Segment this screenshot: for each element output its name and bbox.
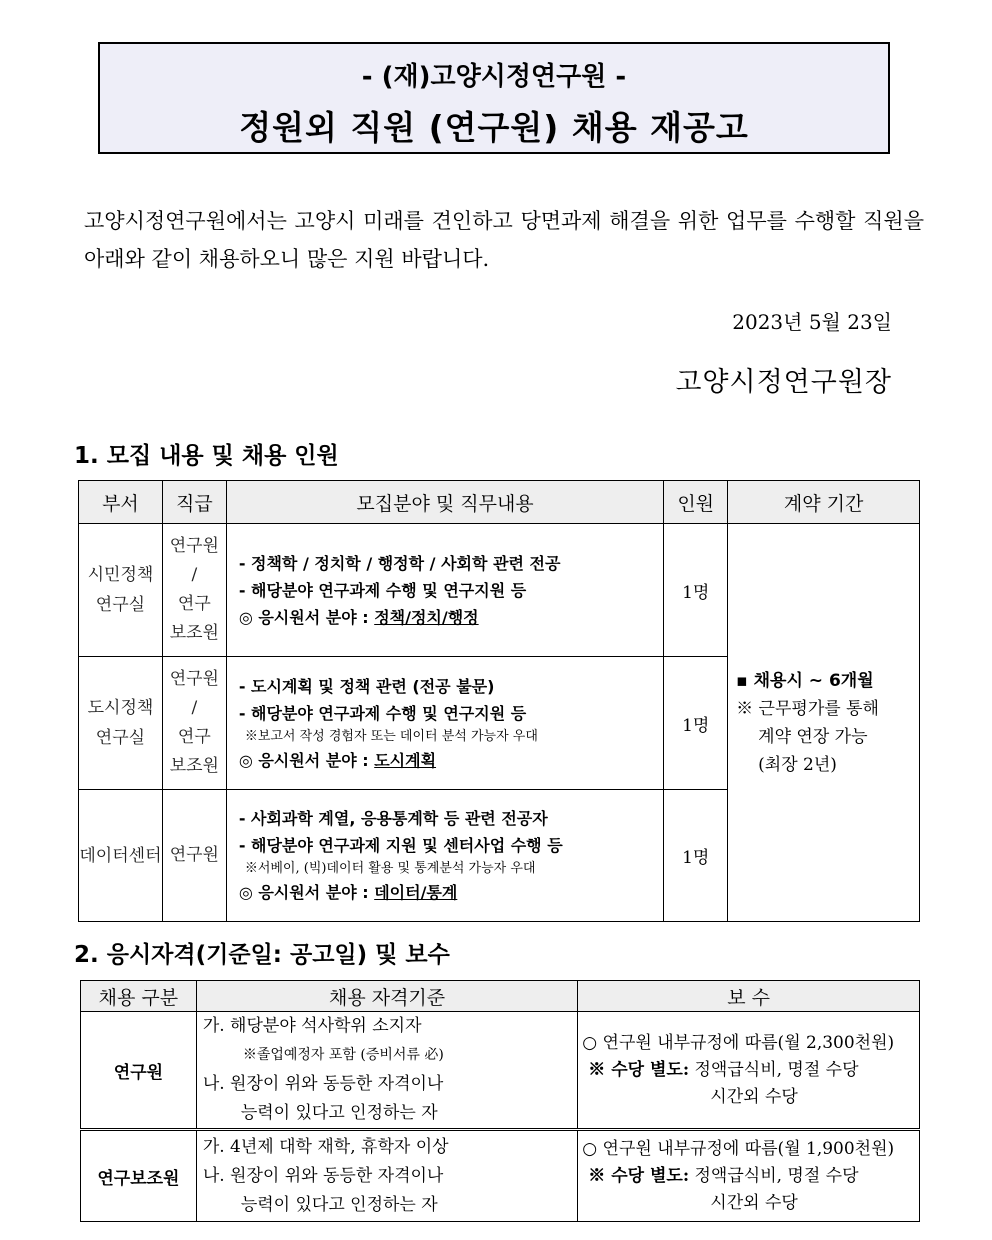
preference-note: ※보고서 작성 경험자 또는 데이터 분석 가능자 우대: [244, 728, 538, 744]
rank-cell: 연구원 / 연구 보조원: [162, 657, 226, 790]
rank-cell: 연구원: [162, 790, 226, 922]
count-cell: 1명: [664, 524, 728, 657]
header-rank: 직급: [162, 481, 226, 524]
page-title: 정원외 직원 (연구원) 채용 재공고: [239, 108, 749, 147]
dept-cell: 시민정책 연구실: [79, 524, 163, 657]
org-name: - (재)고양시정연구원 -: [361, 62, 627, 92]
signer: 고양시정연구원장: [675, 367, 892, 398]
duty-cell: - 사회과학 계열, 응용통계학 등 관련 전공자 - 해당분야 연구과제 지원 및 센터사업 수행 등 ※서베이, (빅)데이터 활용 및 통계분석 가능자 우대 ◎ 응시원서 분야 : 데이터/통계: [226, 790, 663, 922]
header-count: 인원: [664, 481, 728, 524]
type-cell: 연구보조원: [81, 1130, 197, 1222]
header-pay: 보 수: [578, 981, 920, 1012]
dept-cell: 데이터센터: [79, 790, 163, 922]
table-row: [81, 1012, 920, 1130]
header-duty: 모집분야 및 직무내용: [226, 481, 663, 524]
intro-text: 고양시정연구원에서는 고양시 미래를 견인하고 당면과제 해결을 위한 업무를 수행할 직원을 아래와 같이 채용하오니 많은 지원 바랍니다.: [84, 209, 924, 271]
recruitment-table: [78, 480, 920, 922]
type-cell: 연구원: [81, 1012, 197, 1130]
duty-cell: - 도시계획 및 정책 관련 (전공 불문) - 해당분야 연구과제 수행 및 연구지원 등 ※보고서 작성 경험자 또는 데이터 분석 가능자 우대 ◎ 응시원서 분야 : 도시계획: [226, 657, 663, 790]
qual-cell: 가. 4년제 대학 재학, 휴학자 이상 나. 원장이 위와 동등한 자격이나 능력이 있다고 인정하는 자: [196, 1130, 577, 1222]
section2-heading: 2. 응시자격(기준일: 공고일) 및 보수: [74, 942, 450, 968]
qualification-table: [80, 980, 920, 1222]
pay-cell: ○ 연구원 내부규정에 따름(월 2,300천원) ※ 수당 별도: 정액급식비, 명절 수당 시간외 수당: [578, 1012, 920, 1130]
header-contract: 계약 기간: [728, 481, 920, 524]
count-cell: 1명: [664, 790, 728, 922]
header-qual: 채용 자격기준: [196, 981, 577, 1012]
announcement-date: 2023년 5월 23일: [732, 310, 892, 334]
header-dept: 부서: [79, 481, 163, 524]
apply-field: 데이터/통계: [374, 883, 458, 902]
table-row: [79, 524, 920, 657]
apply-field: 정책/정치/행정: [374, 607, 479, 627]
contract-cell: ▪ 채용시 ~ 6개월 ※ 근무평가를 통해 계약 연장 가능 (최장 2년): [728, 524, 920, 922]
pay-cell: ○ 연구원 내부규정에 따름(월 1,900천원) ※ 수당 별도: 정액급식비, 명절 수당 시간외 수당: [578, 1130, 920, 1222]
count-cell: 1명: [664, 657, 728, 790]
duty-cell: - 정책학 / 정치학 / 행정학 / 사회학 관련 전공 - 해당분야 연구과제 수행 및 연구지원 등 ◎ 응시원서 분야 : 정책/정치/행정: [226, 524, 663, 657]
table-header-row: [79, 481, 920, 524]
table-header-row: [81, 981, 920, 1012]
dept-cell: 도시정책 연구실: [79, 657, 163, 790]
rank-cell: 연구원 / 연구 보조원: [162, 524, 226, 657]
qual-cell: 가. 해당분야 석사학위 소지자 ※졸업예정자 포함 (증비서류 必) 나. 원장이 위와 동등한 자격이나 능력이 있다고 인정하는 자: [196, 1012, 577, 1130]
apply-field: 도시계획: [374, 750, 437, 770]
table-row: [81, 1130, 920, 1222]
title-box: [98, 42, 890, 154]
header-type: 채용 구분: [81, 981, 197, 1012]
preference-note: ※서베이, (빅)데이터 활용 및 통계분석 가능자 우대: [244, 861, 536, 876]
section1-heading: 1. 모집 내용 및 채용 인원: [74, 443, 339, 469]
